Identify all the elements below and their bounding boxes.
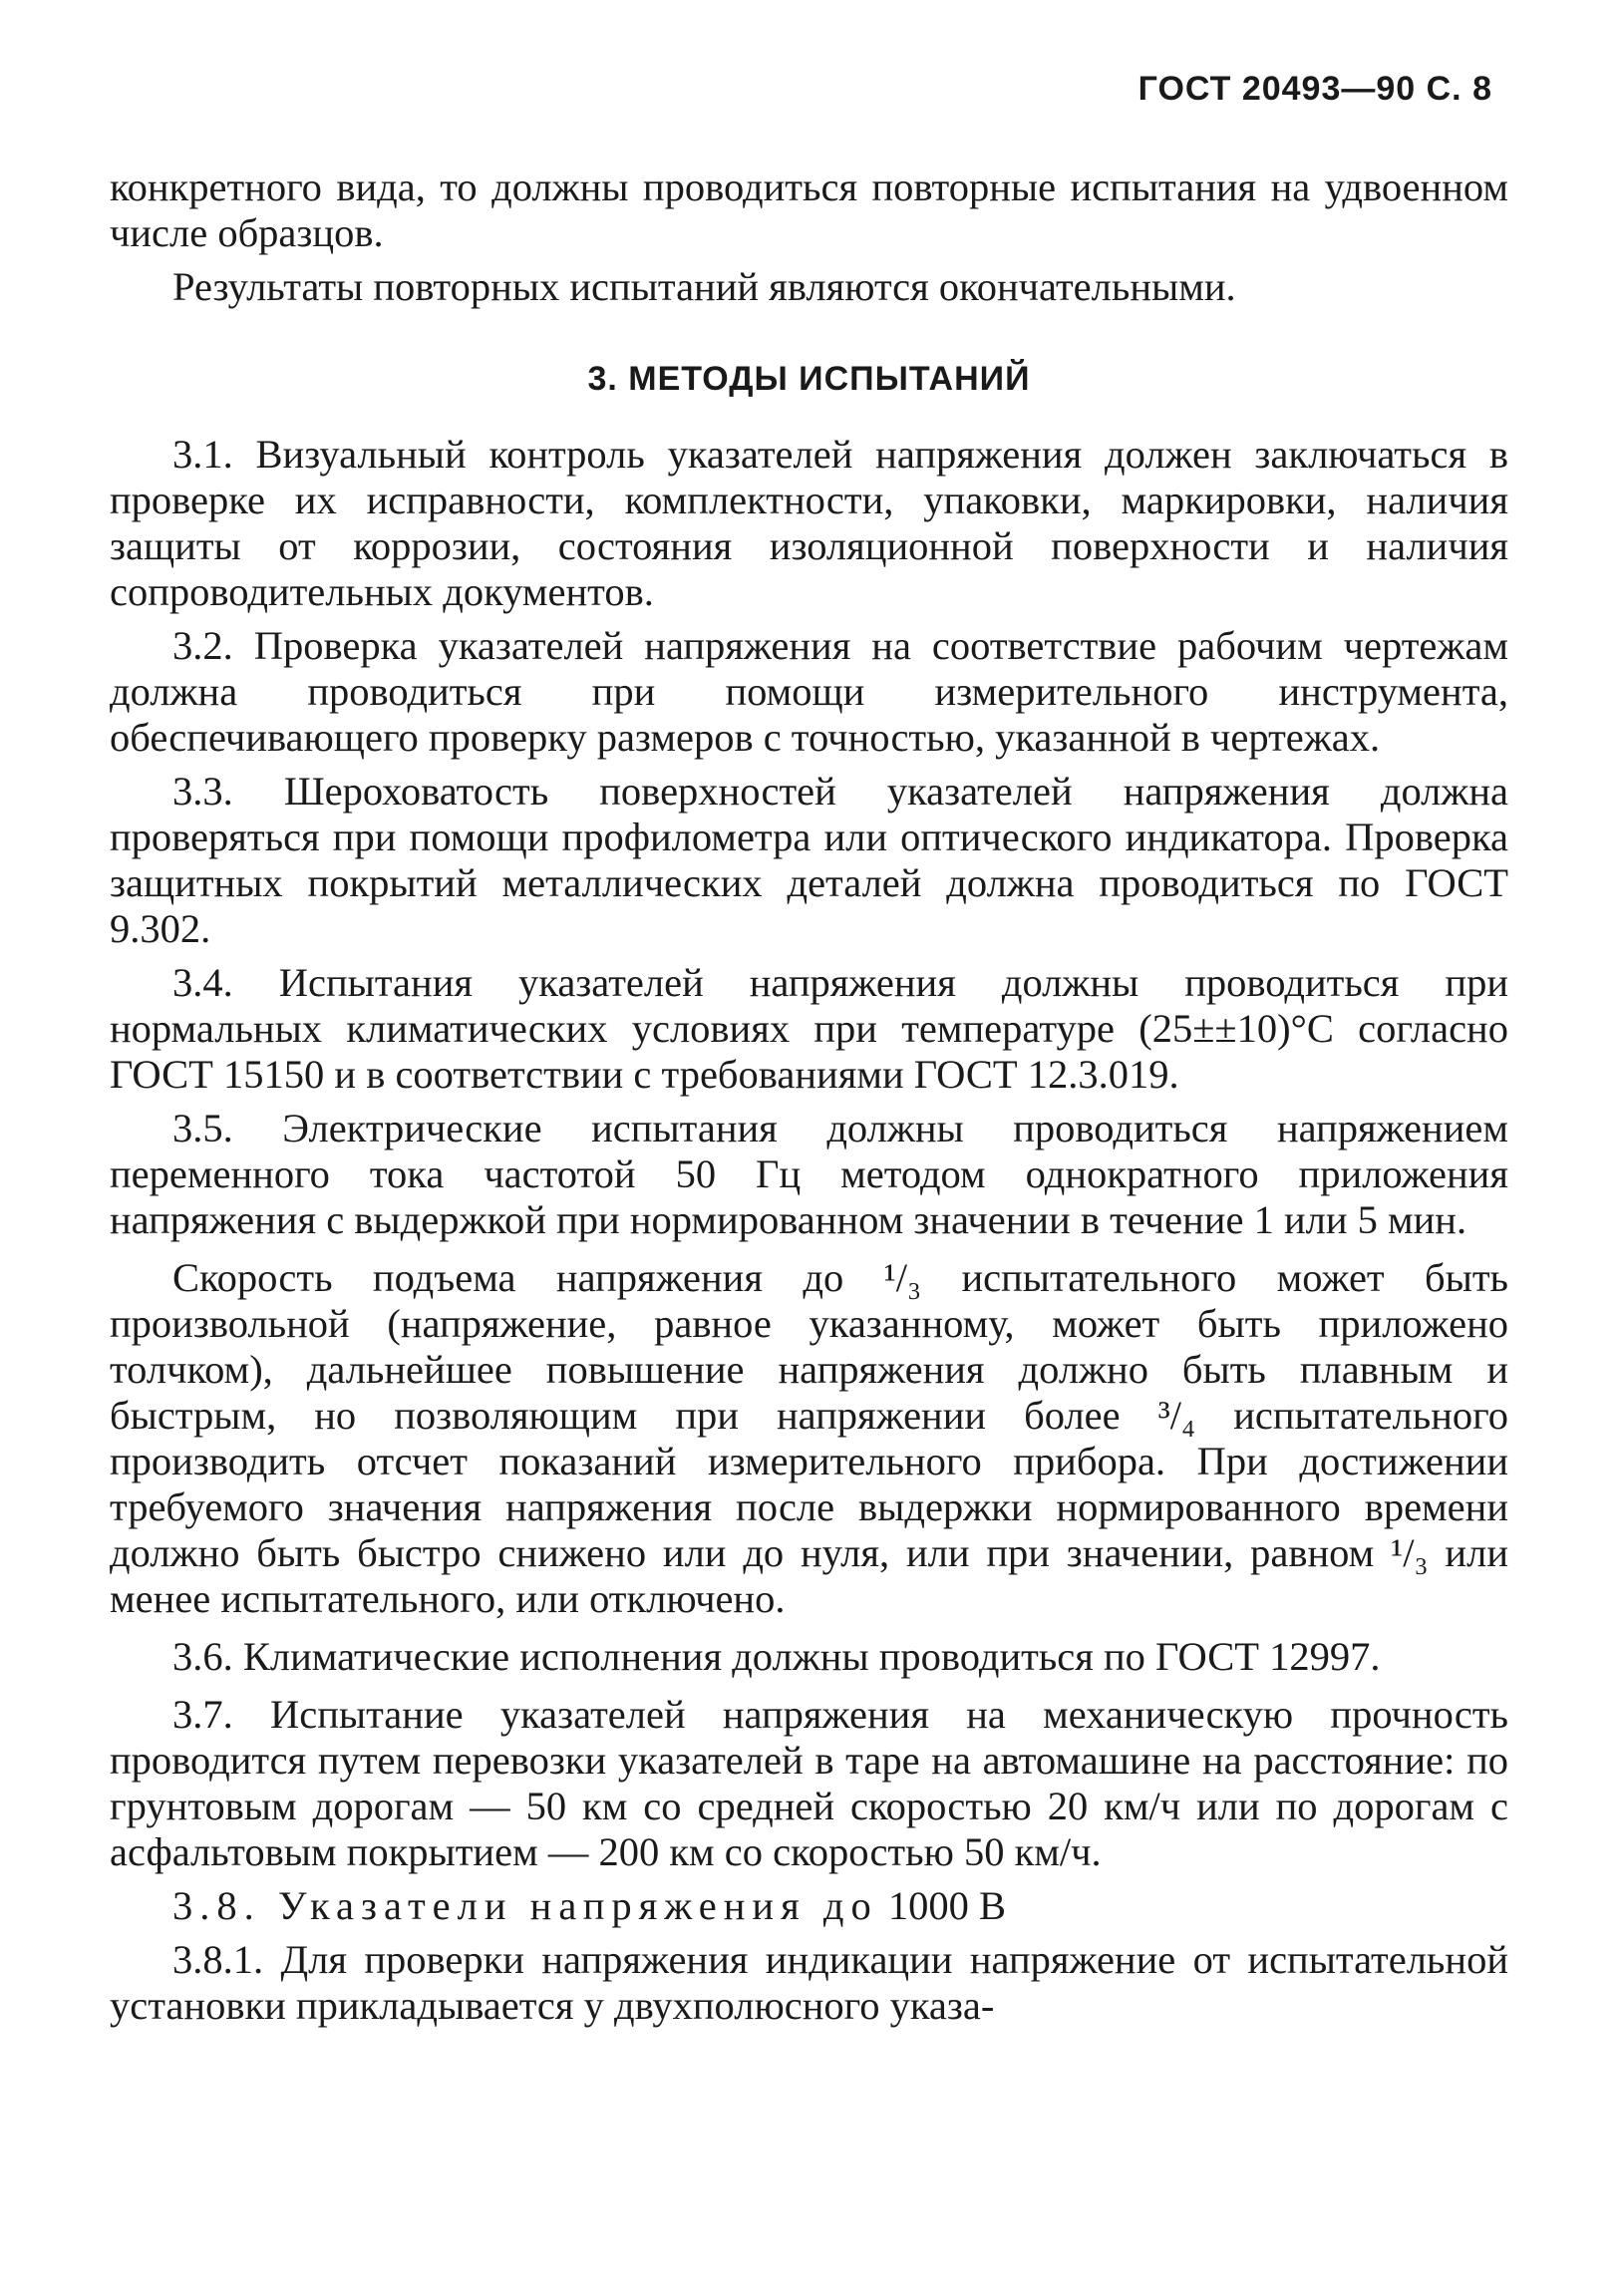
paragraph-3-2: 3.2. Проверка указателей напряжения на соответствие рабочим чертежам должна проводиться при помощи измерительного инструмента, обеспечивающего проверку размеров с точностью, указанной в чертежах. — [110, 623, 1508, 760]
paragraph-3-4: 3.4. Испытания указателей напряжения должны проводиться при нормальных климатических условиях при температуре (25±±10)°С согласно ГОСТ 15150 и в соответствии с требованиями ГОСТ 12.3.019. — [110, 960, 1508, 1097]
paragraph-3-3: 3.3. Шероховатость поверхностей указателей напряжения должна проверяться при помощи профилометра или оптического индикатора. Проверка защитных покрытий металлических деталей должна проводиться по ГОСТ 9.302. — [110, 769, 1508, 951]
section-title: 3. МЕТОДЫ ИСПЫТАНИЙ — [587, 360, 1031, 398]
paragraph-3-8-heading — [110, 1883, 1508, 1929]
paragraph-continuation: конкретного вида, то должны проводиться повторные испытания на удвоенном числе образцов. — [110, 164, 1508, 255]
running-header: ГОСТ 20493—90 С. 8 — [1137, 70, 1492, 108]
paragraph-3-5: 3.5. Электрические испытания должны проводиться напряжением переменного тока частотой 50 Гц методом однократного приложения напряжения с выдержкой при нормированном значении в течение 1 или 5 мин. — [110, 1106, 1508, 1242]
paragraph-3-7: 3.7. Испытание указателей напряжения на механическую прочность проводится путем перевозки указателей в таре на автомашине на расстояние: по грунтовым дорогам — 50 км со средней скоростью 20 км/ч или по дорогам с асфальтовым покрытием — 200 км со скоростью 50 км/ч. — [110, 1692, 1508, 1874]
paragraph-3-6: 3.6. Климатические исполнения должны проводиться по ГОСТ 12997. — [172, 1634, 1381, 1679]
heading-3-8-suffix: 1000 В — [887, 1883, 1006, 1928]
paragraph-final-results: Результаты повторных испытаний являются окончательными. — [172, 264, 1236, 309]
body-text — [110, 164, 1508, 2037]
heading-3-8-prefix: 3.8. Указатели напряжения до — [172, 1883, 878, 1928]
paragraph-3-8-1: 3.8.1. Для проверки напряжения индикации напряжение от испытательной установки прикладывается у двухполюсного указа- — [110, 1937, 1508, 2028]
paragraph-3-5-voltage-rise: Скорость подъема напряжения до ¹/₃ испытательного может быть произвольной (напряжение, равное указанному, может быть приложено толчком), дальнейшее повышение напряжения должно быть плавным и быстрым, но позволяющим при напряжении более ³/₄ испытательного производить отсчет показаний измерительного прибора. При достижении требуемого значения напряжения после выдержки нормированного времени должно быть быстро снижено или до нуля, или при значении, равном ¹/₃ или менее испытательного, или отключено. — [110, 1255, 1508, 1621]
paragraph-3-1: 3.1. Визуальный контроль указателей напряжения должен заключаться в проверке их исправности, комплектности, упаковки, маркировки, наличия защиты от коррозии, состояния изоляционной поверхности и наличия сопроводительных документов. — [110, 432, 1508, 614]
